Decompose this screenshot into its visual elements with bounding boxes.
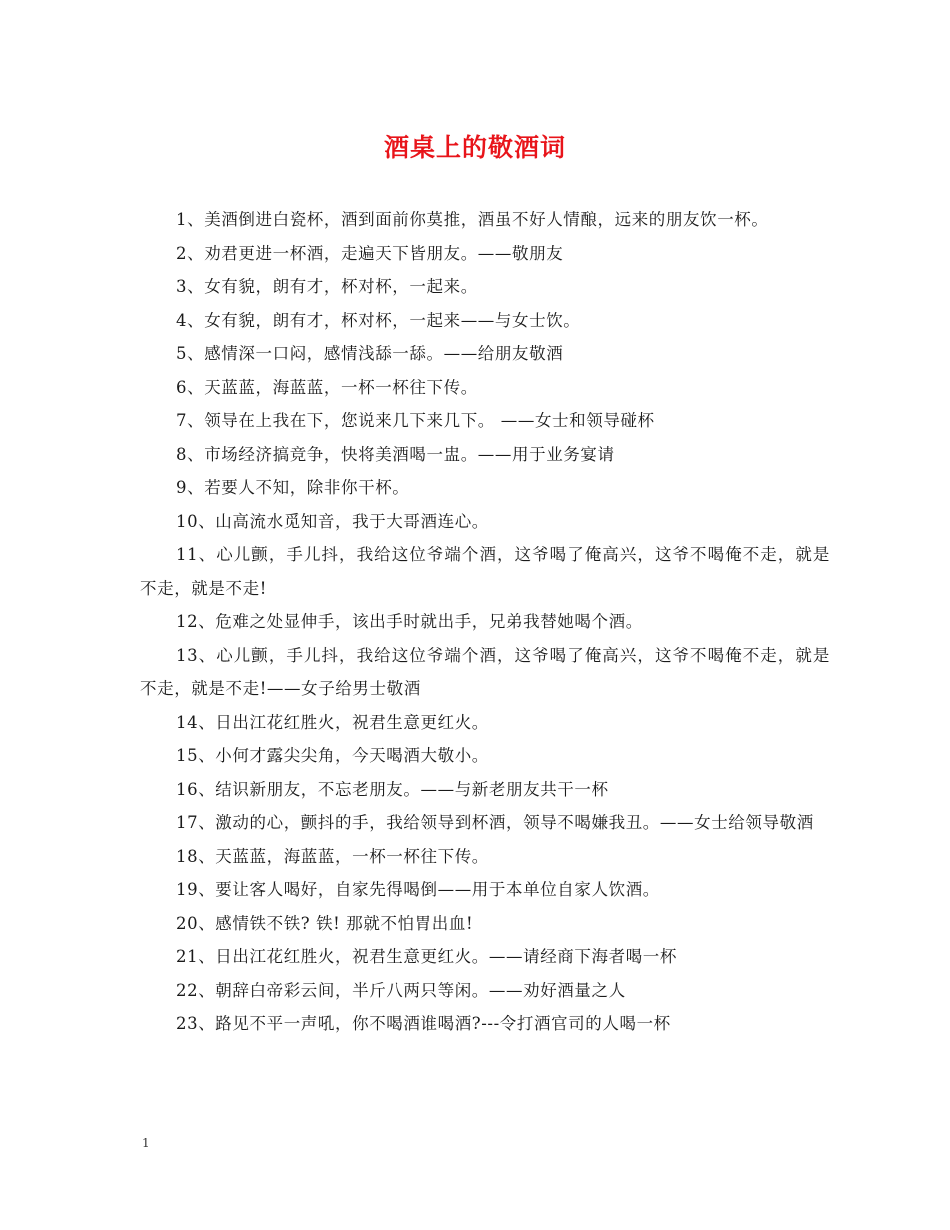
paragraph: 11、心儿颤，手儿抖，我给这位爷端个酒，这爷喝了俺高兴，这爷不喝俺不走，就是不走，就是不走!: [140, 545, 830, 598]
paragraph: 8、市场经济搞竞争，快将美酒喝一盅。——用于业务宴请: [176, 444, 615, 464]
paragraph: 15、小何才露尖尖角，今天喝酒大敬小。: [176, 746, 489, 765]
paragraph: 3、女有貌，朗有才，杯对杯，一起来。: [176, 277, 478, 296]
paragraph: 22、朝辞白帝彩云间，半斤八两只等闲。——劝好酒量之人: [176, 980, 626, 1000]
page-title: 酒桌上的敬酒词: [383, 133, 566, 162]
paragraph: 12、危难之处显伸手，该出手时就出手，兄弟我替她喝个酒。: [176, 612, 643, 631]
paragraph: 6、天蓝蓝，海蓝蓝，一杯一杯往下传。: [176, 377, 478, 397]
paragraph: 20、感情铁不铁? 铁! 那就不怕胃出血!: [176, 913, 474, 933]
paragraph: 13、心儿颤，手儿抖，我给这位爷端个酒，这爷喝了俺高兴，这爷不喝俺不走，就是不走，就是不走!——女子给男士敬酒: [140, 645, 830, 698]
paragraph: 7、领导在上我在下，您说来几下来几下。 ——女士和领导碰杯: [176, 411, 655, 430]
paragraph: 2、劝君更进一杯酒，走遍天下皆朋友。——敬朋友: [176, 243, 564, 263]
paragraph: 16、结识新朋友，不忘老朋友。——与新老朋友共干一杯: [176, 779, 609, 799]
paragraph: 17、激动的心，颤抖的手，我给领导到杯酒，领导不喝嫌我丑。——女士给领导敬酒: [176, 813, 814, 832]
paragraph: 21、日出江花红胜火，祝君生意更红火。——请经商下海者喝一杯: [176, 947, 677, 966]
paragraph: 9、若要人不知，除非你干杯。: [176, 478, 410, 497]
paragraph: 23、路见不平一声吼，你不喝酒谁喝酒?---令打酒官司的人喝一杯: [176, 1014, 671, 1033]
document-body: [140, 203, 830, 1041]
paragraph: 18、天蓝蓝，海蓝蓝，一杯一杯往下传。: [176, 846, 489, 866]
paragraph: 14、日出江花红胜火，祝君生意更红火。: [176, 712, 489, 732]
paragraph: 4、女有貌，朗有才，杯对杯，一起来——与女士饮。: [176, 310, 581, 330]
page-number: 1: [142, 1136, 150, 1150]
paragraph: 1、美酒倒进白瓷杯，酒到面前你莫推，酒虽不好人情酿，远来的朋友饮一杯。: [176, 210, 769, 229]
paragraph: 19、要让客人喝好，自家先得喝倒——用于本单位自家人饮酒。: [176, 880, 660, 899]
paragraph: 5、感情深一口闷，感情浅舔一舔。——给朋友敬酒: [176, 344, 564, 363]
paragraph: 10、山高流水觅知音，我于大哥酒连心。: [176, 511, 489, 531]
